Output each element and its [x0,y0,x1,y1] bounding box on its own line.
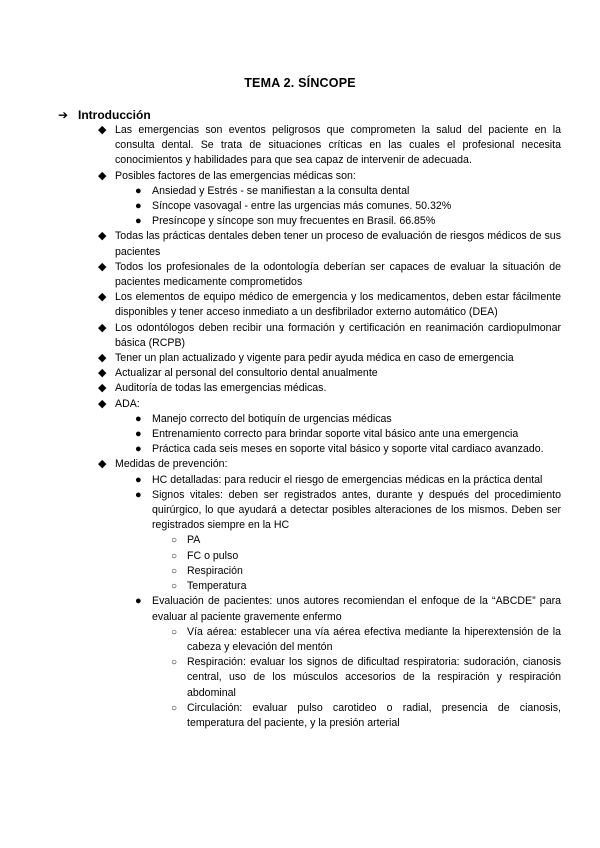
list-item-text: Tener un plan actualizado y vigente para pedir ayuda médica en caso de emergencia [115,352,514,365]
list-item-text: Presíncope y síncope son muy frecuentes en Brasil. 66.85% [152,215,436,228]
list-item [171,655,561,701]
diamond-bullet-icon: ◆ [98,458,107,471]
list-item-text: Entrenamiento correcto para brindar soporte vital básico ante una emergencia [152,428,519,441]
list-item-text: Síncope vasovagal - entre las urgencias más comunes. 50.32% [152,200,452,213]
list-item [98,260,561,290]
diamond-bullet-icon: ◆ [98,382,107,395]
diamond-bullet-icon: ◆ [98,397,107,410]
dot-bullet-icon: ● [135,215,142,228]
list-item-text: HC detalladas: para reducir el riesgo de emergencias médicas en la práctica dental [152,473,543,486]
dot-bullet-icon: ● [135,443,142,456]
list-item-text: Actualizar al personal del consultorio dental anualmente [115,367,378,380]
page-title: TEMA 2. SÍNCOPE [244,76,356,90]
diamond-bullet-icon: ◆ [98,169,107,182]
list-item-text: Las emergencias son eventos peligrosos que comprometen la salud del paciente en la consulta dental. Se trata de situaciones críticas en las cuales el profesional necesita conocimientos y habilidades para que sea capaz de intervenir de adecuada. [115,124,561,167]
list-item [135,199,561,214]
list-item-text: Manejo correcto del botiquín de urgencias médicas [152,412,392,425]
diamond-bullet-icon: ◆ [98,230,107,243]
list-item-text: Signos vitales: deben ser registrados antes, durante y después del procedimiento quirúrgico, lo que ayudará a detectar posibles alteraciones de los mismos. Deben ser registrados siempre en la HC [152,488,561,532]
list-item [98,229,561,259]
bullet-list [0,123,600,731]
list-item [98,397,561,412]
arrow-right-icon: ➔ [58,108,69,122]
list-item-text: Práctica cada seis meses en soporte vital básico y soporte vital cardiaco avanzado. [152,443,544,456]
list-item-text: Evaluación de pacientes: unos autores recomiendan el enfoque de la “ABCDE” para evaluar al paciente gravemente enfermo [152,595,561,623]
list-item-text: PA [187,534,201,547]
list-item [135,412,561,427]
list-item [135,184,561,199]
list-item [98,366,561,381]
list-item-text: ADA: [115,397,140,410]
dot-bullet-icon: ● [135,488,142,501]
list-item [171,701,561,731]
list-item [98,321,561,351]
diamond-bullet-icon: ◆ [98,124,107,136]
section-heading [58,108,151,122]
list-item [135,473,561,488]
list-item [98,381,561,396]
list-item [98,290,561,320]
circle-bullet-icon: ○ [171,550,178,562]
diamond-bullet-icon: ◆ [98,260,107,273]
dot-bullet-icon: ● [135,412,142,425]
list-item-text: Los odontólogos deben recibir una formación y certificación en reanimación cardiopulmonar básica (RCPB) [115,321,561,349]
diamond-bullet-icon: ◆ [98,291,107,304]
list-item-text: Medidas de prevención: [115,458,228,471]
list-item [171,533,561,548]
dot-bullet-icon: ● [135,184,142,197]
diamond-bullet-icon: ◆ [98,367,107,380]
list-item [171,579,561,594]
list-item-text: Vía aérea: establecer una vía aérea efectiva mediante la hiperextensión de la cabeza y elevación del mentón [187,625,561,653]
list-item [98,169,561,184]
circle-bullet-icon: ○ [171,565,178,577]
circle-bullet-icon: ○ [171,581,178,593]
diamond-bullet-icon: ◆ [98,352,107,365]
circle-bullet-icon: ○ [171,657,178,669]
dot-bullet-icon: ● [135,473,142,486]
list-item [135,442,561,457]
list-item-text: Todos los profesionales de la odontología deberían ser capaces de evaluar la situación de pacientes medicamente comprometidos [115,260,561,289]
circle-bullet-icon: ○ [171,702,178,714]
circle-bullet-icon: ○ [171,535,178,547]
list-item [135,214,561,229]
list-item-text: Respiración: evaluar los signos de dificultad respiratoria: sudoración, cianosis central, uso de los músculos accesorios de la respiración y respiración abdominal [187,656,561,699]
list-item-text: Todas las prácticas dentales deben tener un proceso de evaluación de riesgos médicos de sus pacientes [115,230,561,258]
list-item-text: Los elementos de equipo médico de emergencia y los medicamentos, deben estar fácilmente disponibles y tener acceso inmediato a un desfibrilador externo automático (DEA) [115,291,561,319]
section-heading-label: Introducción [78,108,151,122]
diamond-bullet-icon: ◆ [98,321,107,334]
list-item [98,457,561,472]
list-item-text: Posibles factores de las emergencias médicas son: [115,169,356,182]
list-item-text: Respiración [187,564,243,577]
list-item-text: Circulación: evaluar pulso carotideo o radial, presencia de cianosis, temperatura del paciente, y la presión arterial [187,701,561,729]
list-item-text: FC o pulso [187,549,239,562]
circle-bullet-icon: ○ [171,626,178,638]
list-item [135,427,561,442]
list-item [98,123,561,169]
list-item [135,594,561,624]
list-item-text: Temperatura [187,580,247,593]
list-item [171,564,561,579]
list-item [171,549,561,564]
list-item [135,488,561,534]
dot-bullet-icon: ● [135,595,142,608]
dot-bullet-icon: ● [135,200,142,213]
list-item-text: Ansiedad y Estrés - se manifiestan a la consulta dental [152,184,410,197]
list-item [98,351,561,366]
list-item-text: Auditoría de todas las emergencias médicas. [115,382,327,395]
list-item [171,625,561,655]
dot-bullet-icon: ● [135,428,142,441]
